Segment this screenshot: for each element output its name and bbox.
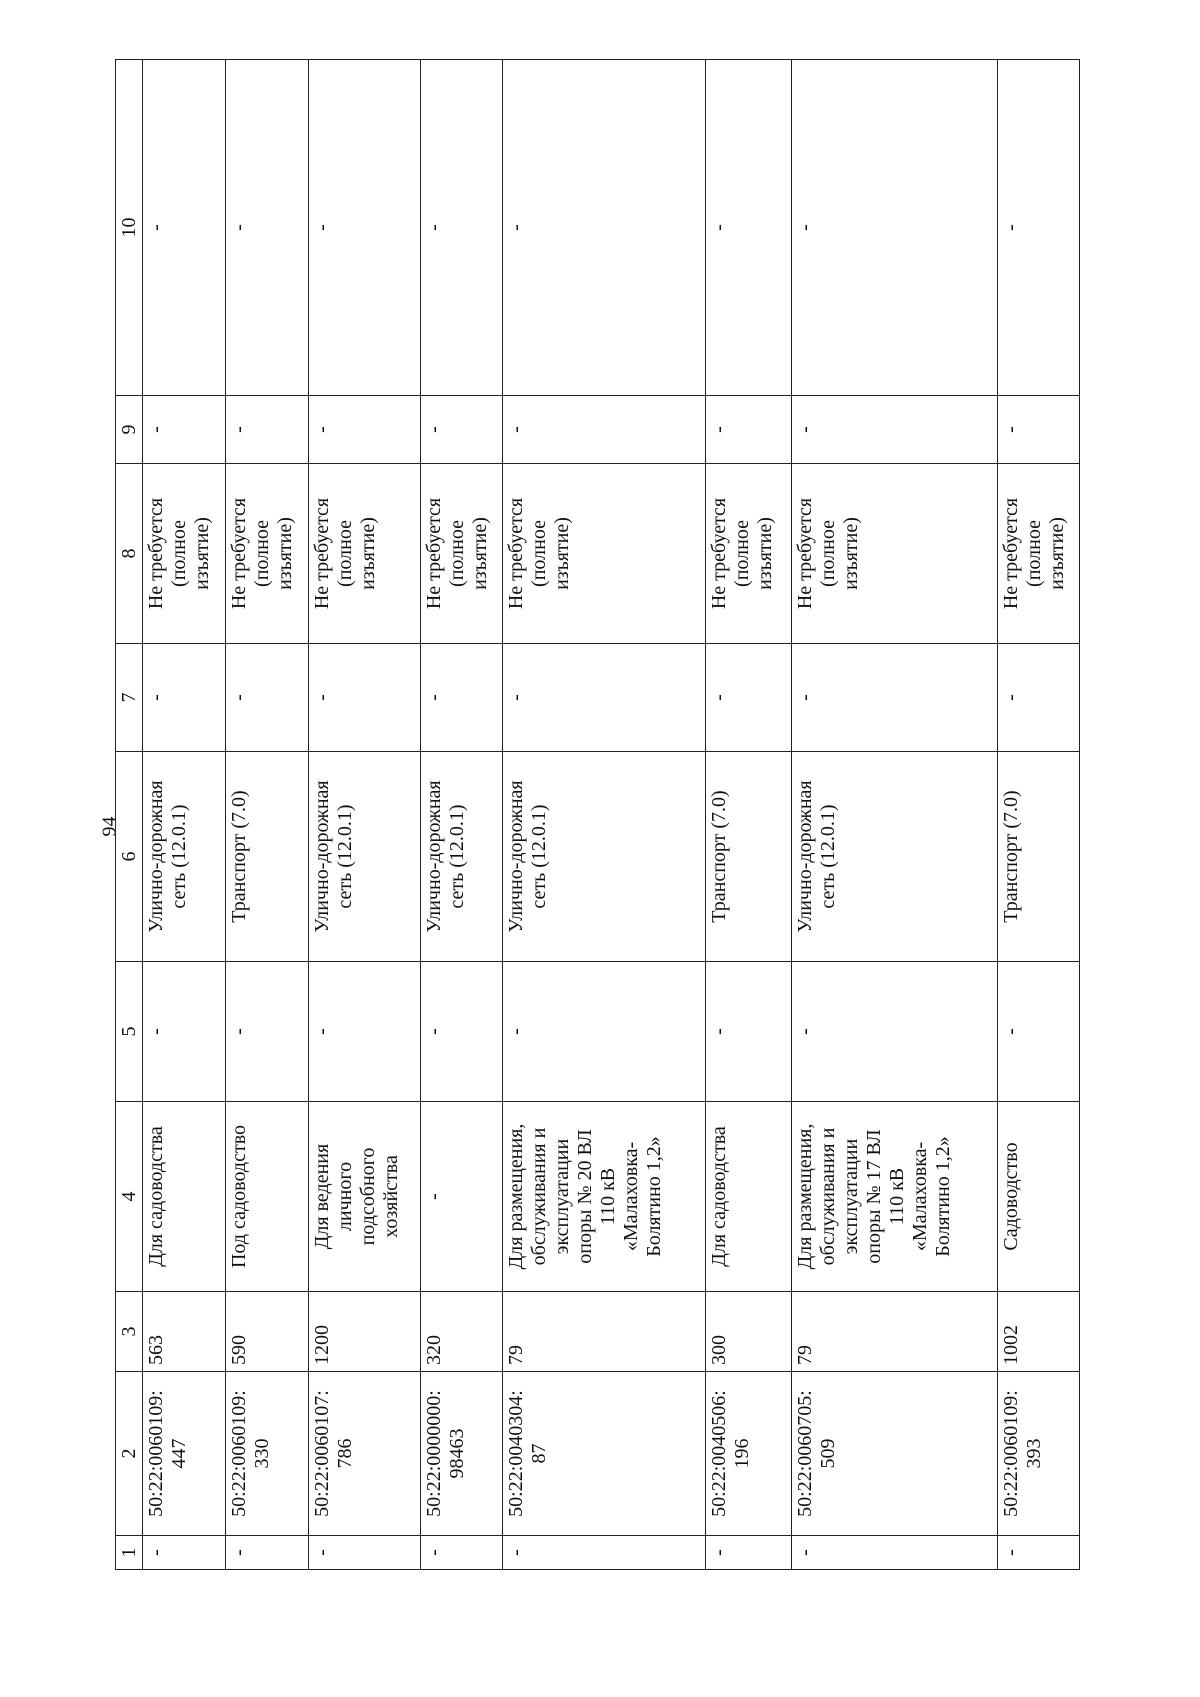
target-use-cell: Транспорт (7.0) [226, 752, 309, 962]
col-header-8: 8 [116, 464, 143, 644]
table-body [143, 60, 1080, 1570]
row-index-cell: - [420, 1536, 502, 1570]
target-use-cell: Улично-дорожная сеть (12.0.1) [143, 752, 226, 962]
permitted-use-cell: Для садоводства [143, 1102, 226, 1292]
target-use-cell: Улично-дорожная сеть (12.0.1) [502, 752, 706, 962]
column-5-cell: - [420, 962, 502, 1102]
column-10-cell: - [420, 60, 502, 396]
area-cell: 563 [143, 1292, 226, 1372]
column-5-cell: - [706, 962, 792, 1102]
col-header-7: 7 [116, 644, 143, 752]
column-10-cell: - [706, 60, 792, 396]
column-7-cell: - [226, 644, 309, 752]
column-10-cell: - [309, 60, 420, 396]
status-cell: Не требуется (полное изъятие) [792, 464, 998, 644]
column-10-cell: - [502, 60, 706, 396]
header-row [116, 60, 143, 1570]
target-use-cell: Транспорт (7.0) [997, 752, 1079, 962]
target-use-cell: Улично-дорожная сеть (12.0.1) [309, 752, 420, 962]
area-cell: 1002 [997, 1292, 1079, 1372]
permitted-use-cell: Под садоводство [226, 1102, 309, 1292]
permitted-use-cell: - [420, 1102, 502, 1292]
status-cell: Не требуется (полное изъятие) [309, 464, 420, 644]
table-row [997, 60, 1079, 1570]
column-9-cell: - [997, 396, 1079, 464]
permitted-use-cell: Для ведения личного подсобного хозяйства [309, 1102, 420, 1292]
column-9-cell: - [792, 396, 998, 464]
row-index-cell: - [706, 1536, 792, 1570]
column-10-cell: - [143, 60, 226, 396]
col-header-10: 10 [116, 60, 143, 396]
permitted-use-cell: Для садоводства [706, 1102, 792, 1292]
status-cell: Не требуется (полное изъятие) [420, 464, 502, 644]
cadastral-number-cell: 50:22:0060705: 509 [792, 1372, 998, 1536]
column-5-cell: - [143, 962, 226, 1102]
col-header-4: 4 [116, 1102, 143, 1292]
target-use-cell: Улично-дорожная сеть (12.0.1) [792, 752, 998, 962]
column-9-cell: - [309, 396, 420, 464]
table-row [502, 60, 706, 1570]
area-cell: 590 [226, 1292, 309, 1372]
cadastral-number-cell: 50:22:0040506: 196 [706, 1372, 792, 1536]
row-index-cell: - [309, 1536, 420, 1570]
row-index-cell: - [997, 1536, 1079, 1570]
cadastral-number-cell: 50:22:0000000: 98463 [420, 1372, 502, 1536]
column-10-cell: - [226, 60, 309, 396]
cadastral-number-cell: 50:22:0060109: 330 [226, 1372, 309, 1536]
row-index-cell: - [502, 1536, 706, 1570]
target-use-cell: Транспорт (7.0) [706, 752, 792, 962]
col-header-6: 6 [116, 752, 143, 962]
row-index-cell: - [143, 1536, 226, 1570]
column-9-cell: - [420, 396, 502, 464]
target-use-cell: Улично-дорожная сеть (12.0.1) [420, 752, 502, 962]
column-7-cell: - [143, 644, 226, 752]
column-9-cell: - [143, 396, 226, 464]
column-9-cell: - [706, 396, 792, 464]
table-row [792, 60, 998, 1570]
row-index-cell: - [226, 1536, 309, 1570]
column-5-cell: - [997, 962, 1079, 1102]
col-header-2: 2 [116, 1372, 143, 1536]
column-7-cell: - [502, 644, 706, 752]
area-cell: 1200 [309, 1292, 420, 1372]
column-7-cell: - [997, 644, 1079, 752]
cadastral-number-cell: 50:22:0060109: 447 [143, 1372, 226, 1536]
column-9-cell: - [502, 396, 706, 464]
area-cell: 300 [706, 1292, 792, 1372]
table-row [706, 60, 792, 1570]
table-row [226, 60, 309, 1570]
column-10-cell: - [997, 60, 1079, 396]
area-cell: 79 [502, 1292, 706, 1372]
column-7-cell: - [792, 644, 998, 752]
col-header-1: 1 [116, 1536, 143, 1570]
status-cell: Не требуется (полное изъятие) [502, 464, 706, 644]
col-header-5: 5 [116, 962, 143, 1102]
column-5-cell: - [792, 962, 998, 1102]
permitted-use-cell: Для размещения, обслуживания и эксплуатации опоры № 17 ВЛ 110 кВ «Малаховка- Болятино 1,2» [792, 1102, 998, 1292]
column-10-cell: - [792, 60, 998, 396]
permitted-use-cell: Для размещения, обслуживания и эксплуатации опоры № 20 ВЛ 110 кВ «Малаховка- Болятино 1,2» [502, 1102, 706, 1292]
table-row [309, 60, 420, 1570]
table-row [420, 60, 502, 1570]
column-5-cell: - [502, 962, 706, 1102]
column-7-cell: - [309, 644, 420, 752]
cadastral-number-cell: 50:22:0040304: 87 [502, 1372, 706, 1536]
column-9-cell: - [226, 396, 309, 464]
column-7-cell: - [420, 644, 502, 752]
status-cell: Не требуется (полное изъятие) [706, 464, 792, 644]
cadastral-number-cell: 50:22:0060109: 393 [997, 1372, 1079, 1536]
column-7-cell: - [706, 644, 792, 752]
status-cell: Не требуется (полное изъятие) [143, 464, 226, 644]
area-cell: 79 [792, 1292, 998, 1372]
col-header-3: 3 [116, 1292, 143, 1372]
status-cell: Не требуется (полное изъятие) [997, 464, 1079, 644]
column-5-cell: - [226, 962, 309, 1102]
row-index-cell: - [792, 1536, 998, 1570]
permitted-use-cell: Садоводство [997, 1102, 1079, 1292]
land-plots-table-container [115, 60, 1080, 1570]
column-5-cell: - [309, 962, 420, 1102]
land-plots-table [115, 59, 1080, 1570]
page-number: 94 [98, 816, 121, 837]
col-header-9: 9 [116, 396, 143, 464]
table-row [143, 60, 226, 1570]
cadastral-number-cell: 50:22:0060107: 786 [309, 1372, 420, 1536]
status-cell: Не требуется (полное изъятие) [226, 464, 309, 644]
area-cell: 320 [420, 1292, 502, 1372]
